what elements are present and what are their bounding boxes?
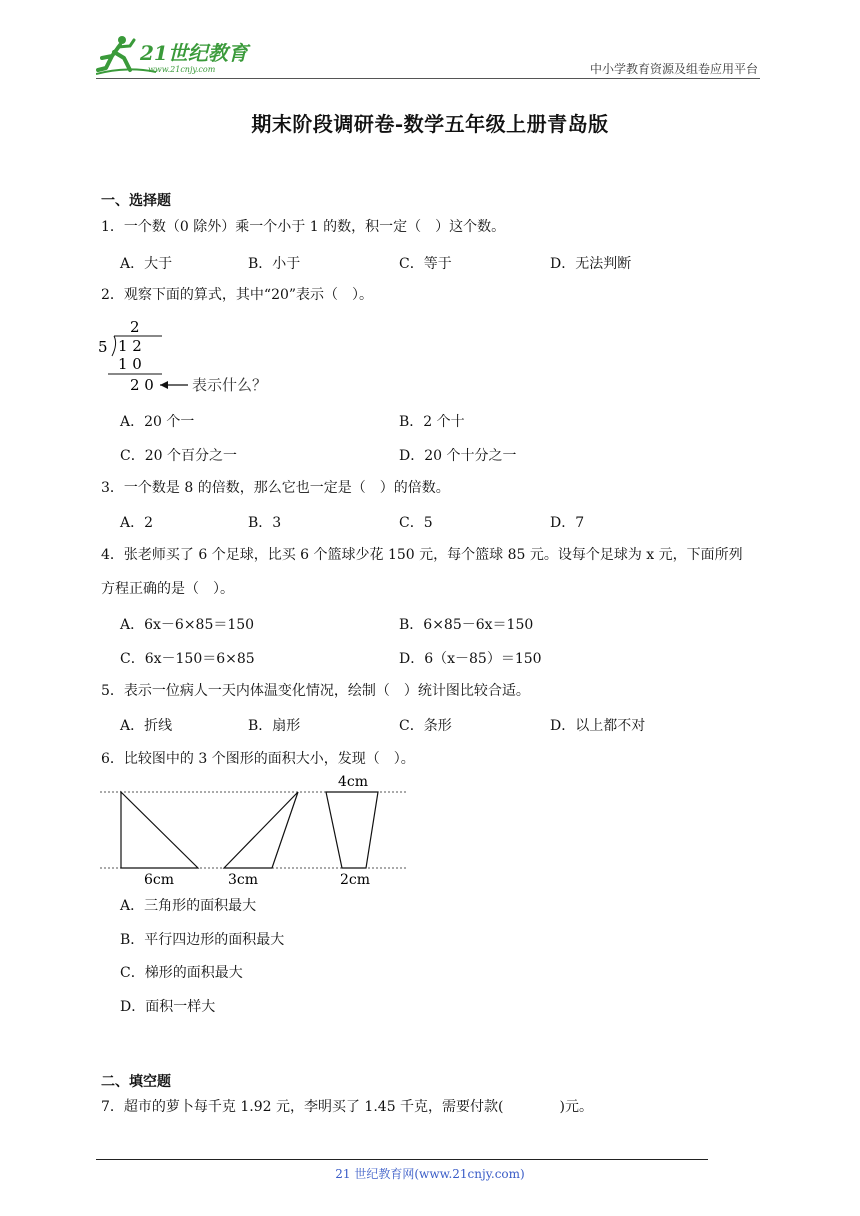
- division-annotation: 表示什么？: [192, 376, 268, 394]
- question-4-line-2: 方程正确的是（ ）。: [101, 581, 234, 597]
- question-3: 3．一个数是 8 的倍数，那么它也一定是（ ）的倍数。: [101, 480, 450, 496]
- logo-text: 21世纪教育: [140, 41, 248, 65]
- page-title: 期末阶段调研卷-数学五年级上册青岛版: [251, 112, 609, 136]
- footer-divider: [96, 1159, 708, 1160]
- question-1: 1．一个数（0 除外）乘一个小于 1 的数，积一定（ ）这个数。: [101, 219, 506, 235]
- q3-option-d: D．7: [550, 515, 585, 531]
- q3-option-c: C．5: [399, 515, 433, 531]
- logo-url: www.21cnjy.com: [148, 65, 216, 74]
- logo: [96, 30, 256, 78]
- q1-option-c: C．等于: [399, 256, 452, 272]
- question-4-line-1: 4．张老师买了 6 个足球，比买 6 个篮球少花 150 元，每个篮球 85 元。设每个足球为 x 元，下面所列: [101, 547, 743, 563]
- q2-option-b: B．2 个十: [399, 414, 465, 430]
- q6-option-d: D．面积一样大: [120, 999, 216, 1015]
- q3-option-b: B．3: [248, 515, 282, 531]
- q1-option-b: B．小于: [248, 256, 301, 272]
- q5-option-d: D．以上都不对: [550, 718, 646, 734]
- q6-option-c: C．梯形的面积最大: [120, 965, 243, 981]
- q5-option-a: A．折线: [120, 718, 173, 734]
- q2-option-c: C．20 个百分之一: [120, 448, 237, 464]
- header-divider: [96, 78, 760, 79]
- q5-option-c: C．条形: [399, 718, 452, 734]
- q1-option-d: D．无法判断: [550, 256, 632, 272]
- q4-option-a: A．6x－6×85＝150: [120, 617, 255, 633]
- parallelogram-shape: [224, 792, 298, 868]
- trapezoid-shape: [326, 792, 378, 868]
- q5-option-b: B．扇形: [248, 718, 301, 734]
- trapezoid-top-label: 4cm: [338, 774, 369, 790]
- header-platform-text: 中小学教育资源及组卷应用平台: [589, 62, 758, 76]
- shapes-figure: [100, 772, 410, 892]
- question-6: 6．比较图中的 3 个图形的面积大小，发现（ ）。: [101, 751, 415, 767]
- q6-option-b: B．平行四边形的面积最大: [120, 932, 285, 948]
- long-division-figure: [96, 316, 296, 400]
- q2-option-a: A．20 个一: [120, 414, 195, 430]
- q2-option-d: D．20 个十分之一: [399, 448, 517, 464]
- division-dividend: 1 2: [118, 337, 142, 355]
- parallelogram-base-label: 3cm: [228, 872, 259, 888]
- logo-graphic: [96, 30, 256, 78]
- q4-option-b: B．6×85－6x＝150: [399, 617, 534, 633]
- section-heading-fill: 二、填空题: [101, 1074, 171, 1090]
- q6-option-a: A．三角形的面积最大: [120, 898, 257, 914]
- division-divisor: 5: [98, 338, 108, 356]
- trapezoid-base-label: 2cm: [340, 872, 371, 888]
- section-heading-choice: 一、选择题: [101, 193, 171, 209]
- question-2: 2．观察下面的算式，其中“20”表示（ ）。: [101, 287, 374, 303]
- footer-text[interactable]: 21 世纪教育网(www.21cnjy.com): [335, 1167, 525, 1181]
- question-5: 5．表示一位病人一天内体温变化情况，绘制（ ）统计图比较合适。: [101, 683, 530, 699]
- q3-option-a: A．2: [120, 515, 154, 531]
- triangle-base-label: 6cm: [144, 872, 175, 888]
- division-remainder: 2 0: [130, 376, 154, 394]
- triangle-shape: [121, 792, 198, 868]
- q1-option-a: A．大于: [120, 256, 173, 272]
- question-7: 7．超市的萝卜每千克 1.92 元，李明买了 1.45 千克，需要付款( )元。: [101, 1099, 593, 1115]
- q4-option-d: D．6（x－85）＝150: [399, 651, 542, 667]
- q4-option-c: C．6x－150＝6×85: [120, 651, 255, 667]
- division-product: 1 0: [118, 355, 142, 373]
- division-quotient: 2: [130, 318, 140, 336]
